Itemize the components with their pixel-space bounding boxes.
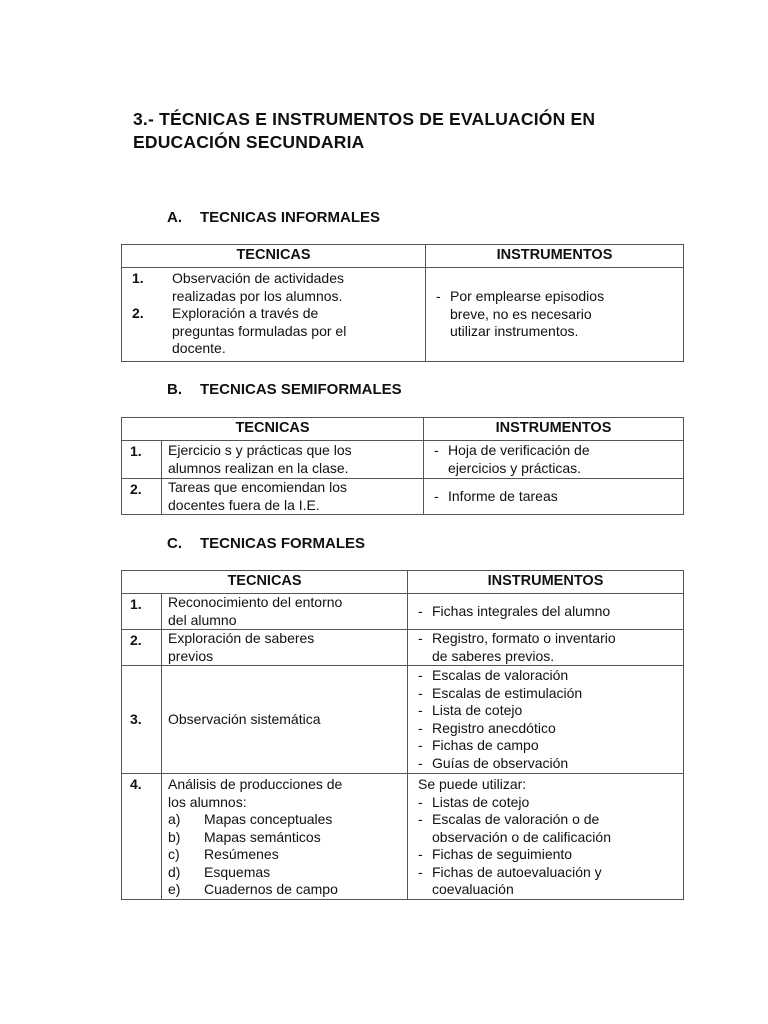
section-title: TECNICAS INFORMALES [200,209,380,226]
row-number: 3. [122,666,162,774]
techniques-cell [122,268,426,362]
table-row [122,594,684,630]
section-letter: C. [167,535,182,552]
col-header-tecnicas: TECNICAS [122,571,408,594]
row-number: 2. [122,479,162,515]
semiformal-techniques-table [121,417,684,515]
instrument-cell [408,666,684,774]
table-row [122,774,684,900]
section-letter: B. [167,381,182,398]
table-row [122,479,684,515]
list-item: 1. Observación de actividades realizadas por los alumnos. [132,270,344,304]
list-item: d) Esquemas [168,863,271,880]
list-item: - Registro anecdótico [418,719,556,736]
instrument-cell: - Registro, formato o inventario de saberes previos. [408,630,684,666]
title-line-2: EDUCACIÓN SECUNDARIA [133,132,365,152]
list-item: - Fichas de autoevaluación y coevaluación [418,863,602,897]
list-item: 2. Exploración a través de preguntas formuladas por el docente. [132,305,347,356]
section-b-heading [167,381,402,399]
section-title: TECNICAS SEMIFORMALES [200,381,402,398]
table-row [122,441,684,479]
table-row [122,666,684,774]
section-a-heading [167,209,380,227]
list-item: b) Mapas semánticos [168,828,321,845]
list-item: a) Mapas conceptuales [168,811,333,827]
list-item: - Escalas de valoración o de observación o de calificación [418,811,611,845]
col-header-instrumentos: INSTRUMENTOS [426,245,684,268]
row-number: 1. [122,594,162,630]
section-letter: A. [167,209,182,226]
section-c-heading [167,535,365,553]
col-header-tecnicas: TECNICAS [122,418,424,441]
list-item: - Escalas de valoración [418,667,569,683]
technique-cell: Exploración de saberes previos [162,630,408,666]
technique-cell: Ejercicio s y prácticas que los alumnos realizan en la clase. [162,441,424,479]
instrument-cell: - Informe de tareas [424,479,684,515]
list-item: - Escalas de estimulación [418,684,583,701]
col-header-tecnicas: TECNICAS [122,245,426,268]
list-item: - Fichas de campo [418,737,539,753]
formal-techniques-table [121,570,684,900]
list-item: - Lista de cotejo [418,702,523,718]
list-item: e) Cuadernos de campo [168,881,338,897]
list-item: - Fichas de seguimiento [418,846,573,862]
list-item: - Listas de cotejo [418,793,530,810]
list-item: - Por emplearse episodios breve, no es necesario utilizar instrumentos. [436,288,605,340]
instruments-cell [426,268,684,362]
list-item: c) Resúmenes [168,846,279,862]
col-header-instrumentos: INSTRUMENTOS [408,571,684,594]
instrument-cell: - Hoja de verificación de ejercicios y prácticas. [424,441,684,479]
col-header-instrumentos: INSTRUMENTOS [424,418,684,441]
instrument-cell: Se puede utilizar: - Listas de cotejo - Escalas de valoración o de observación o de calificación - Fichas de seguimiento - Fichas de autoevaluación y coevaluación [408,774,684,900]
table-row [122,630,684,666]
informal-techniques-table [121,244,684,362]
instrument-cell: - Fichas integrales del alumno [408,594,684,630]
section-title: TECNICAS FORMALES [200,535,365,552]
list-item: - Guías de observación [418,754,569,771]
technique-cell: Reconocimiento del entorno del alumno [162,594,408,630]
technique-cell: Observación sistemática [162,666,408,774]
technique-cell: Análisis de producciones de los alumnos: a) Mapas conceptuales b) Mapas semánticos c) Resúmenes d) Esquemas e) Cuadernos de campo [162,774,408,900]
technique-cell: Tareas que encomiendan los docentes fuera de la I.E. [162,479,424,515]
row-number: 4. [122,774,162,900]
row-number: 2. [122,630,162,666]
page-title [133,108,693,154]
title-line-1: 3.- TÉCNICAS E INSTRUMENTOS DE EVALUACIÓN EN [133,109,596,129]
row-number: 1. [122,441,162,479]
